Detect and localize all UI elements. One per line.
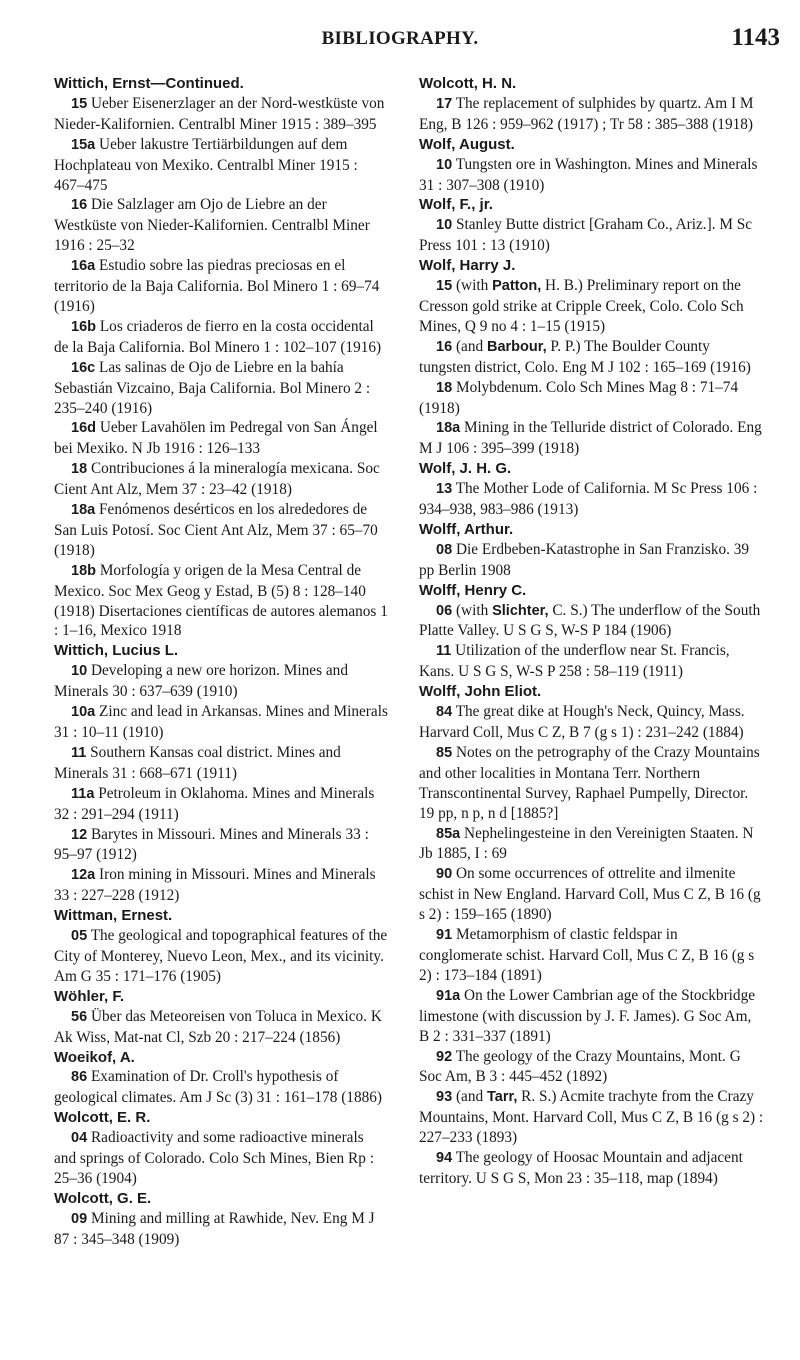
author-heading: Wöhler, F. [54, 987, 125, 1005]
entry-text: Developing a new ore horizon. Mines and Minerals 30 : 637–639 (1910) [54, 662, 348, 701]
bibliography-entry [54, 865, 388, 906]
bibliography-entry [54, 1007, 388, 1048]
author-heading: Wittman, Ernest. [54, 907, 173, 925]
bibliography-entry [419, 94, 764, 135]
entry-text: Barytes in Missouri. Mines and Minerals 33 : 95–97 (1912) [54, 825, 369, 864]
entry-number: 05 [71, 928, 88, 945]
bibliography-entry [54, 825, 388, 866]
entry-number: 18 [436, 379, 453, 396]
entry-number: 16b [71, 318, 96, 335]
entry-number: 16 [71, 197, 88, 214]
bibliography-entry [419, 378, 764, 419]
entry-number: 06 [436, 602, 453, 619]
bibliography-entry [54, 661, 388, 702]
bibliography-entry [419, 601, 764, 642]
entry-number: 15a [71, 136, 96, 153]
entry-number: 12 [71, 826, 88, 843]
entry-number: 94 [436, 1150, 453, 1167]
entry-text: Contribuciones á la mineralogía mexicana. Soc Cient Ant Alz, Mem 37 : 23–42 (1918) [54, 460, 380, 499]
author-heading: Wolff, Arthur. [419, 520, 514, 538]
entry-number: 18a [71, 502, 96, 519]
entry-number: 91 [436, 927, 453, 944]
bibliography-entry [54, 94, 388, 135]
entry-text: Ueber lakustre Tertiärbildungen auf dem Hochplateau von Mexiko. Centralbl Miner 1915 : 467–475 [54, 135, 358, 194]
entry-text: Mining in the Telluride district of Colorado. Eng M J 106 : 395–399 (1918) [419, 419, 762, 458]
bibliography-entry [419, 1047, 764, 1088]
bibliography-entry [419, 864, 764, 925]
entry-text: On some occurrences of ottrelite and ilmenite schist in New England. Harvard Coll, Mus C Z, B 16 (g s 2) : 159–165 (1890) [419, 865, 761, 924]
entry-text: R. S.) Acmite trachyte from the Crazy Mountains, Mont. Harvard Coll, Mus C Z, B 16 (g s 2) : 227–233 (1893) [419, 1088, 764, 1147]
coauthor-name: Patton, [492, 278, 542, 295]
author-heading: Wolf, August. [419, 135, 515, 153]
bibliography-entry [419, 479, 764, 520]
entry-number: 11 [436, 643, 452, 660]
bibliography-entry [419, 540, 764, 581]
entry-text: Radioactivity and some radioactive minerals and springs of Colorado. Colo Sch Mines, Bien Rp : 25–36 (1904) [54, 1129, 374, 1187]
author-heading: Wolff, John Eliot. [419, 683, 542, 701]
bibliography-entry [54, 256, 388, 317]
author-heading: Wolf, J. H. G. [419, 460, 512, 478]
entry-number: 93 [436, 1089, 453, 1106]
bibliography-entry [419, 641, 764, 682]
entry-text: The geology of Hoosac Mountain and adjacent territory. U S G S, Mon 23 : 35–118, map (1894) [419, 1149, 743, 1187]
coauthor-name: Barbour, [486, 338, 547, 355]
bibliography-entry [419, 155, 764, 196]
entry-text: Notes on the petrography of the Crazy Mountains and other localities in Montana Terr. Northern Transcontinental Survey, Raphael Pumpelly, Director. 19 pp, n p, n d [1885?] [419, 743, 760, 822]
author-heading: Wolcott, H. N. [419, 75, 517, 92]
entry-prefix: (with [452, 277, 493, 295]
entry-text: Ueber Lavahölen im Pedregal von San Ángel bei Mexiko. N Jb 1916 : 126–133 [54, 419, 378, 458]
entry-number: 16 [436, 338, 453, 355]
entry-number: 10a [71, 704, 96, 721]
entry-number: 10 [436, 217, 453, 234]
entry-text: The geological and topographical features of the City of Monterey, Nuevo Leon, Mex., and its vicinity. Am G 35 : 171–176 (1905) [54, 927, 388, 985]
entry-number: 12a [71, 867, 96, 884]
entry-prefix: (and [452, 337, 487, 355]
author-heading: Wolf, Harry J. [419, 257, 516, 275]
bibliography-entry [419, 986, 764, 1047]
entry-text: The Mother Lode of California. M Sc Press 106 : 934–938, 983–986 (1913) [419, 480, 758, 519]
bibliography-entry [419, 215, 764, 256]
bibliography-entry [419, 337, 764, 378]
bibliography-entry [54, 500, 388, 561]
bibliography-entry [419, 276, 764, 337]
author-heading: Wittich, Lucius L. [54, 642, 179, 660]
entry-number: 56 [71, 1008, 88, 1025]
bibliography-entry [419, 1148, 764, 1189]
entry-number: 84 [436, 704, 453, 721]
entry-number: 17 [436, 95, 453, 112]
entry-text: On the Lower Cambrian age of the Stockbridge limestone (with discussion by J. F. James). G Soc Am, B 2 : 331–337 (1891) [419, 986, 756, 1045]
entry-number: 11a [71, 785, 95, 802]
bibliography-entry [54, 358, 388, 419]
entry-number: 18b [71, 562, 96, 579]
bibliography-entry [54, 784, 388, 825]
bibliography-entry [54, 1128, 388, 1189]
bibliography-entry [54, 418, 388, 459]
page-number: 1143 [731, 24, 780, 51]
entry-number: 09 [71, 1210, 88, 1227]
entry-number: 15 [71, 95, 88, 112]
entry-text: Utilization of the underflow near St. Francis, Kans. U S G S, W-S P 258 : 58–119 (1911) [419, 642, 730, 681]
left-column [54, 74, 388, 1250]
entry-number: 85 [436, 744, 453, 761]
author-heading: Woeikof, A. [54, 1048, 135, 1066]
entry-number: 10 [436, 156, 453, 173]
coauthor-name: Tarr, [486, 1089, 518, 1106]
bibliography-entry [54, 926, 388, 987]
entry-text: P. P.) The Boulder County tungsten district, Colo. Eng M J 102 : 165–169 (1916) [419, 337, 751, 376]
entry-number: 04 [71, 1130, 88, 1147]
entry-number: 16c [71, 359, 96, 376]
bibliography-entry [54, 195, 388, 256]
coauthor-name: Slichter, [492, 602, 549, 619]
entry-text: Southern Kansas coal district. Mines and Minerals 31 : 668–671 (1911) [54, 743, 341, 782]
entry-number: 92 [436, 1048, 453, 1065]
entry-text: Examination of Dr. Croll's hypothesis of geological climates. Am J Sc (3) 31 : 161–178 (1886) [54, 1068, 382, 1107]
entry-number: 86 [71, 1069, 88, 1086]
entry-prefix: (with [452, 601, 493, 619]
bibliography-entry [54, 135, 388, 196]
entry-text: Estudio sobre las piedras preciosas en el territorio de la Baja California. Bol Minero 1 : 69–74 (1916) [54, 257, 380, 315]
bibliography-entry [54, 702, 388, 743]
author-heading: Wittich, Ernst—Continued. [54, 75, 244, 92]
entry-text: H. B.) Preliminary report on the Cresson gold strike at Cripple Creek, Colo. Colo Sch Mines, Q 9 no 4 : 1–15 (1915) [419, 277, 744, 335]
page-header [0, 22, 800, 62]
right-column [419, 74, 764, 1189]
bibliography-entry [54, 459, 388, 500]
entry-text: Iron mining in Missouri. Mines and Minerals 33 : 227–228 (1912) [54, 866, 376, 905]
entry-number: 11 [71, 744, 87, 761]
entry-text: Metamorphism of clastic feldspar in conglomerate schist. Harvard Coll, Mus C Z, B 16 (g s 2) : 173–184 (1891) [419, 926, 755, 984]
entry-text: The great dike at Hough's Neck, Quincy, Mass. Harvard Coll, Mus C Z, B 7 (g s 1) : 231–242 (1884) [419, 703, 745, 741]
entry-text: Zinc and lead in Arkansas. Mines and Minerals 31 : 10–11 (1910) [54, 703, 388, 741]
entry-text: Nephelingesteine in den Vereinigten Staaten. N Jb 1885, I : 69 [419, 824, 754, 863]
bibliography-entry [54, 561, 388, 642]
entry-text: C. S.) The underflow of the South Platte Valley. U S G S, W-S P 184 (1906) [419, 601, 761, 640]
entry-text: Über das Meteoreisen von Toluca in Mexico. K Ak Wiss, Mat-nat Cl, Szb 20 : 217–224 (1856) [54, 1007, 382, 1046]
entry-number: 18 [71, 461, 88, 478]
entry-text: Stanley Butte district [Graham Co., Ariz.]. M Sc Press 101 : 13 (1910) [419, 216, 753, 255]
bibliography-entry [419, 418, 764, 459]
bibliography-entry [419, 743, 764, 824]
bibliography-entry [54, 1209, 388, 1250]
entry-number: 10 [71, 663, 88, 680]
entry-text: Las salinas de Ojo de Liebre en la bahía Sebastián Vizcaino, Baja California. Bol Minero 2 : 235–240 (1916) [54, 358, 371, 417]
entry-number: 85a [436, 825, 461, 842]
entry-text: Petroleum in Oklahoma. Mines and Minerals 32 : 291–294 (1911) [54, 784, 375, 823]
entry-text: The geology of the Crazy Mountains, Mont. G Soc Am, B 3 : 445–452 (1892) [419, 1047, 741, 1086]
entry-prefix: (and [452, 1088, 487, 1106]
entry-number: 91a [436, 987, 461, 1004]
author-heading: Wolcott, G. E. [54, 1189, 152, 1207]
entry-number: 15 [436, 278, 453, 295]
entry-text: Molybdenum. Colo Sch Mines Mag 8 : 71–74 (1918) [419, 378, 739, 417]
entry-number: 16a [71, 258, 96, 275]
entry-text: Morfología y origen de la Mesa Central de Mexico. Soc Mex Geog y Estad, B (5) 8 : 128–140 (1918) Disertaciones científicas de autores alemanos 1 : 1–16, Mexico 1918 [54, 561, 388, 640]
entry-text: Los criaderos de fierro en la costa occidental de la Baja California. Bol Minero 1 : 102–107 (1916) [54, 317, 382, 356]
bibliography-entry [419, 702, 764, 743]
bibliography-entry [54, 1067, 388, 1108]
running-title: BIBLIOGRAPHY. [321, 28, 479, 49]
author-heading: Wolf, F., jr. [419, 196, 493, 214]
entry-text: Die Salzlager am Ojo de Liebre an der Westküste von Nieder-Kalifornien. Centralbl Miner 1916 : 25–32 [54, 196, 370, 255]
entry-number: 08 [436, 541, 453, 558]
entry-text: Mining and milling at Rawhide, Nev. Eng M J 87 : 345–348 (1909) [54, 1209, 375, 1248]
entry-text: The replacement of sulphides by quartz. Am I M Eng, B 126 : 959–962 (1917) ; Tr 58 : 385–388 (1918) [419, 94, 754, 133]
author-heading: Wolcott, E. R. [54, 1109, 151, 1127]
entry-text: Die Erdbeben-Katastrophe in San Franzisko. 39 pp Berlin 1908 [419, 540, 750, 579]
bibliography-entry [419, 925, 764, 986]
author-heading: Wolff, Henry C. [419, 581, 527, 599]
entry-number: 90 [436, 866, 453, 883]
entry-number: 18a [436, 420, 461, 437]
bibliography-entry [419, 1087, 764, 1148]
entry-text: Fenómenos desérticos en los alrededores de San Luis Potosí. Soc Cient Ant Alz, Mem 37 : 65–70 (1918) [54, 501, 378, 559]
bibliography-entry [419, 824, 764, 865]
bibliography-entry [54, 743, 388, 784]
bibliography-entry [54, 317, 388, 358]
entry-text: Tungsten ore in Washington. Mines and Minerals 31 : 307–308 (1910) [419, 155, 758, 194]
entry-number: 16d [71, 420, 96, 437]
entry-number: 13 [436, 481, 453, 498]
entry-text: Ueber Eisenerzlager an der Nord-westküste von Nieder-Kalifornien. Centralbl Miner 1915 : 389–395 [54, 94, 385, 133]
